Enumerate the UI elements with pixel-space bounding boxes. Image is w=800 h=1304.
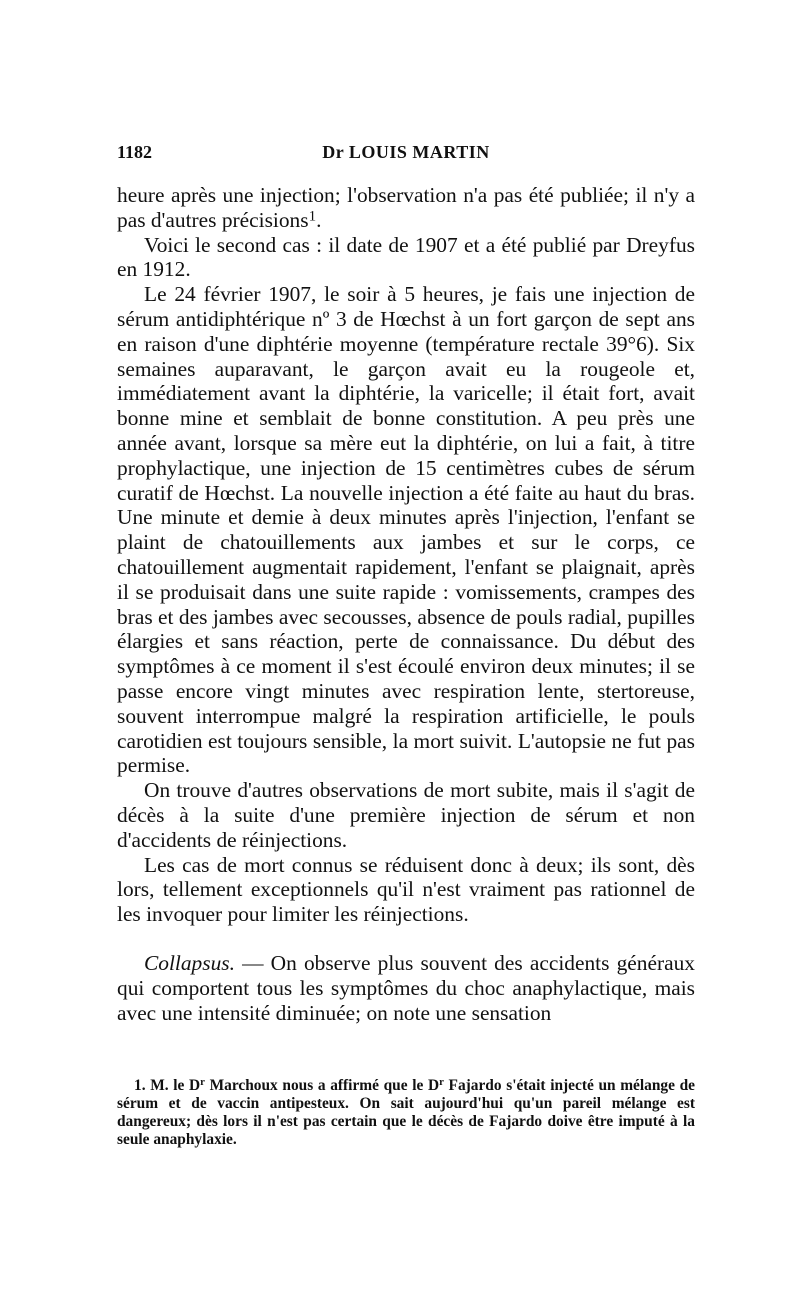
collapsus-text: — On observe plus souvent des accidents généraux qui comportent tous les symptômes du choc anaphylactique, mais avec une intensité diminuée; on note une sensation	[117, 950, 695, 1025]
paragraph-conclusion: Les cas de mort connus se réduisent donc à deux; ils sont, dès lors, tellement exceptionnels qu'il n'est vraiment pas rationnel de les invoquer pour limiter les réinjections.	[117, 852, 695, 927]
paragraph-text-end: .	[316, 207, 322, 232]
running-head: Dr LOUIS MARTIN	[322, 142, 490, 162]
footnote	[117, 1077, 695, 1149]
footnote-part: M. le D	[145, 1077, 201, 1094]
section-gap	[117, 927, 695, 951]
footnote-number: 1.	[134, 1077, 146, 1094]
footnote-text	[117, 1077, 695, 1149]
footnote-superscript: r	[200, 1076, 205, 1089]
paragraph-text: heure après une injection; l'observation n'a pas été publiée; il n'y a pas d'autres précisions	[117, 183, 695, 232]
page-number: 1182	[117, 142, 153, 162]
paragraph-collapsus	[117, 951, 695, 1025]
paragraph-case-report: Le 24 février 1907, le soir à 5 heures, je fais une injection de sérum antidiphtérique nº 3 de Hœchst à un fort garçon de sept ans en raison d'une diphtérie moyenne (température rectale 39°6). Six semaines auparavant, le garçon avait eu la rougeole et, immédiatement avant la diphtérie, la varicelle; il était fort, avait bonne mine et semblait de bonne constitution. A peu près une année avant, lorsque sa mère eut la diphtérie, on lui a fait, à titre prophylactique, une injection de 15 centimètres cubes de sérum curatif de Hœchst. La nouvelle injection a été faite au haut du bras. Une minute et demie à deux minutes après l'injection, l'enfant se plaint de chatouillements aux jambes et sur le corps, ce chatouillement augmentait rapidement, l'enfant se plaignait, après il se produisait dans une suite rapide : vomissements, crampes des bras et des jambes avec secousses, absence de pouls radial, pupilles élargies et sans réaction, perte de connaissance. Du début des symptômes à ce moment il s'est écoulé environ deux minutes; il se passe encore vingt minutes avec respiration lente, stertoreuse, souvent interrompue malgré la respiration artificielle, le pouls carotidien est toujours sensible, la mort suivit. L'autopsie ne fut pas permise.	[117, 282, 695, 778]
section-heading-collapsus: Collapsus.	[144, 950, 235, 975]
paragraph-second-case: Voici le second cas : il date de 1907 et a été publié par Dreyfus en 1912.	[117, 232, 695, 282]
footnote-part: Fajardo s'était injecté un mélange de sérum et de vaccin antipesteux. On sait aujourd'hui qu'un pareil mélange est dangereux; dès lors il n'est pas certain que le décès de Fajardo doive être imputé à la seule anaphylaxie.	[117, 1077, 695, 1148]
footnote-part: Marchoux nous a affirmé que le D	[204, 1077, 440, 1094]
footnote-superscript: r	[439, 1076, 444, 1089]
paragraph-other-observations: On trouve d'autres observations de mort subite, mais il s'agit de décès à la suite d'une première injection de sérum et non d'accidents de réinjections.	[117, 778, 695, 852]
paragraph-continuation	[117, 183, 695, 233]
footnote-reference: 1	[308, 208, 317, 225]
page-header	[117, 142, 695, 172]
body-text	[117, 183, 695, 1025]
